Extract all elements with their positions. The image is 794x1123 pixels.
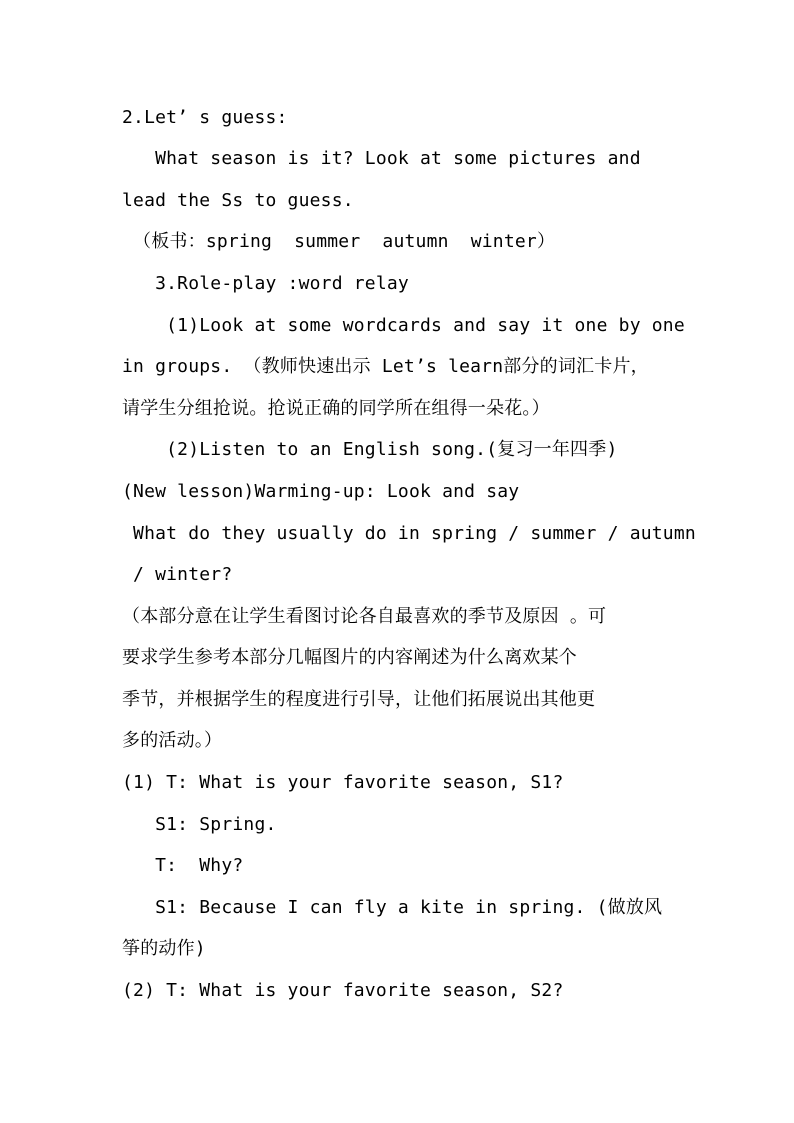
text-line: 季节，并根据学生的程度进行引导，让他们拓展说出其他更 — [122, 689, 596, 710]
heading-new-lesson: (New lesson)Warming-up: Look and say — [122, 481, 520, 502]
blackboard-note: （板书：spring summer autumn winter） — [122, 231, 556, 252]
dialogue-line: 筝的动作) — [122, 938, 206, 959]
heading-lets-guess: 2.Let’ s guess: — [122, 107, 288, 128]
text-line: 请学生分组抢说。抢说正确的同学所在组得一朵花。） — [122, 398, 550, 419]
text-line: in groups. （教师快速出示 Let’s learn部分的词汇卡片， — [122, 356, 649, 377]
dialogue-line: (2) T: What is your favorite season, S2? — [122, 980, 564, 1001]
text-line: （本部分意在让学生看图讨论各自最喜欢的季节及原因 。可 — [122, 606, 607, 627]
text-line: lead the Ss to guess. — [122, 190, 354, 211]
dialogue-line: S1: Because I can fly a kite in spring. (做放风 — [122, 897, 663, 918]
text-line: (1)Look at some wordcards and say it one by one — [122, 315, 685, 336]
heading-role-play: 3.Role-play :word relay — [122, 273, 409, 294]
text-line: 多的活动。） — [122, 730, 223, 751]
text-line: (2)Listen to an English song.(复习一年四季) — [122, 439, 618, 460]
text-line: What season is it? Look at some pictures and — [122, 148, 641, 169]
dialogue-line: (1) T: What is your favorite season, S1? — [122, 772, 564, 793]
text-line: What do they usually do in spring / summer / autumn — [122, 523, 696, 544]
dialogue-line: T: Why? — [122, 855, 244, 876]
text-line: 要求学生参考本部分几幅图片的内容阐述为什么离欢某个 — [122, 647, 577, 668]
dialogue-line: S1: Spring. — [122, 814, 277, 835]
text-line: / winter? — [122, 564, 233, 585]
